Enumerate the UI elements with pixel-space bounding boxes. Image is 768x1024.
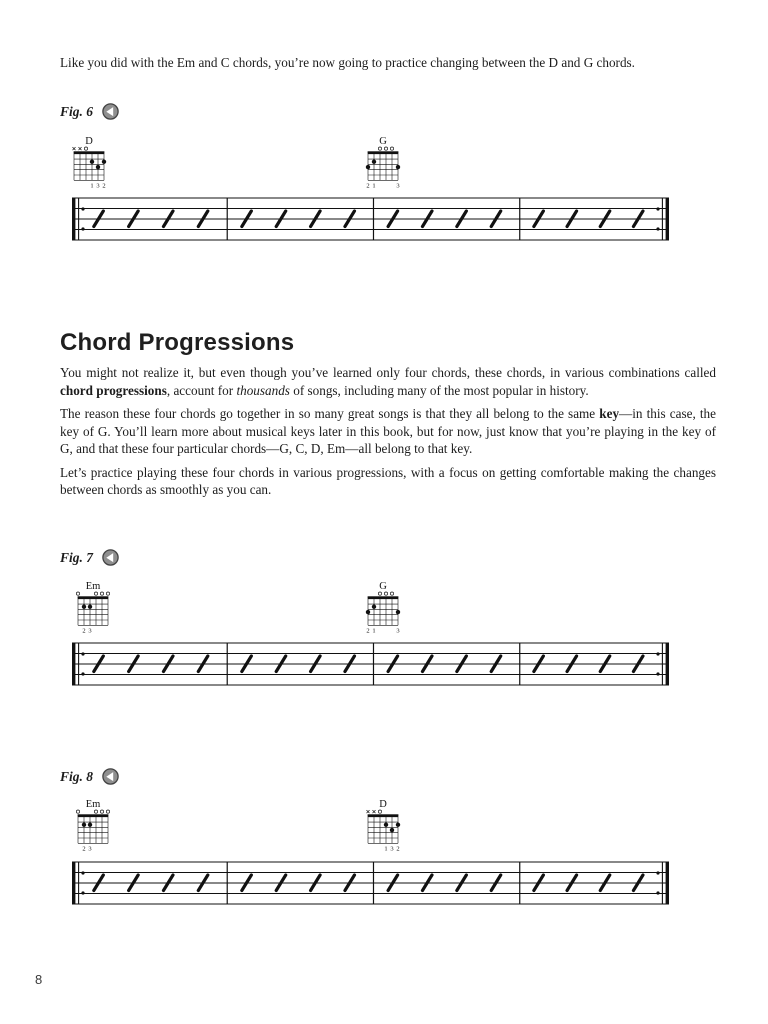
figure-label: Fig. 6	[60, 103, 94, 119]
svg-text:1: 1	[372, 182, 376, 190]
svg-text:2: 2	[82, 845, 86, 853]
svg-text:2: 2	[366, 627, 370, 635]
chord-diagram-D	[360, 798, 406, 854]
svg-text:2: 2	[366, 182, 370, 190]
body-paragraph: You might not realize it, but even though you’ve learned only four chords, these chords, in various combinations called chord progressions, account for thousands of songs, including many of the most popular in history.	[60, 365, 716, 398]
svg-text:D: D	[85, 136, 93, 147]
svg-text:D: D	[379, 799, 387, 810]
chord-diagram-G	[360, 580, 406, 636]
figure-6-header	[60, 103, 119, 120]
page-number: 8	[35, 972, 43, 987]
figure-label: Fig. 8	[60, 768, 94, 784]
svg-text:2: 2	[396, 845, 400, 853]
speaker-icon	[102, 768, 119, 785]
svg-text:3: 3	[96, 182, 100, 190]
figure-8-header	[60, 768, 119, 785]
svg-text:G: G	[379, 581, 387, 592]
svg-text:Em: Em	[85, 581, 101, 592]
svg-text:Em: Em	[85, 799, 101, 810]
figure-7-header	[60, 549, 119, 566]
chord-diagram-G	[360, 135, 406, 191]
speaker-icon	[102, 549, 119, 566]
body-paragraph: Let’s practice playing these four chords in various progressions, with a focus on getting comfortable making the changes between chords as smoothly as you can.	[60, 464, 716, 497]
svg-text:3: 3	[396, 182, 400, 190]
svg-text:3: 3	[396, 627, 400, 635]
chord-diagram-D	[66, 135, 112, 191]
svg-text:3: 3	[88, 845, 92, 853]
chord-diagram-Em	[70, 580, 116, 636]
chord-diagram-G	[360, 135, 406, 191]
chord-progressions-section	[60, 330, 716, 505]
chord-diagram-D	[66, 135, 112, 191]
section-heading: Chord Progressions	[60, 329, 295, 356]
intro-paragraph: Like you did with the Em and C chords, you’re now going to practice changing between the D and G chords.	[60, 55, 635, 70]
figure-label: Fig. 7	[60, 549, 94, 565]
rhythm-staff	[72, 859, 669, 907]
chord-diagram-G	[360, 580, 406, 636]
chord-diagram-D	[360, 798, 406, 854]
svg-text:G: G	[379, 136, 387, 147]
rhythm-staff	[72, 640, 669, 688]
body-paragraph: The reason these four chords go together in so many great songs is that they all belong to the same key—in this case, the key of G. You’ll learn more about musical keys later in this book, but for now, just know that you’re playing in the key of G, and that these four particular chords—G, C, D, Em—all belong to that key.	[60, 406, 716, 456]
chord-diagram-Em	[70, 798, 116, 854]
svg-text:1: 1	[372, 627, 376, 635]
chord-diagram-Em	[70, 580, 116, 636]
svg-text:1: 1	[384, 845, 388, 853]
svg-text:2: 2	[102, 182, 106, 190]
rhythm-staff	[72, 195, 669, 243]
speaker-icon	[102, 103, 119, 120]
chord-diagram-Em	[70, 798, 116, 854]
svg-text:1: 1	[90, 182, 94, 190]
svg-text:2: 2	[82, 627, 86, 635]
svg-text:3: 3	[390, 845, 394, 853]
svg-text:3: 3	[88, 627, 92, 635]
